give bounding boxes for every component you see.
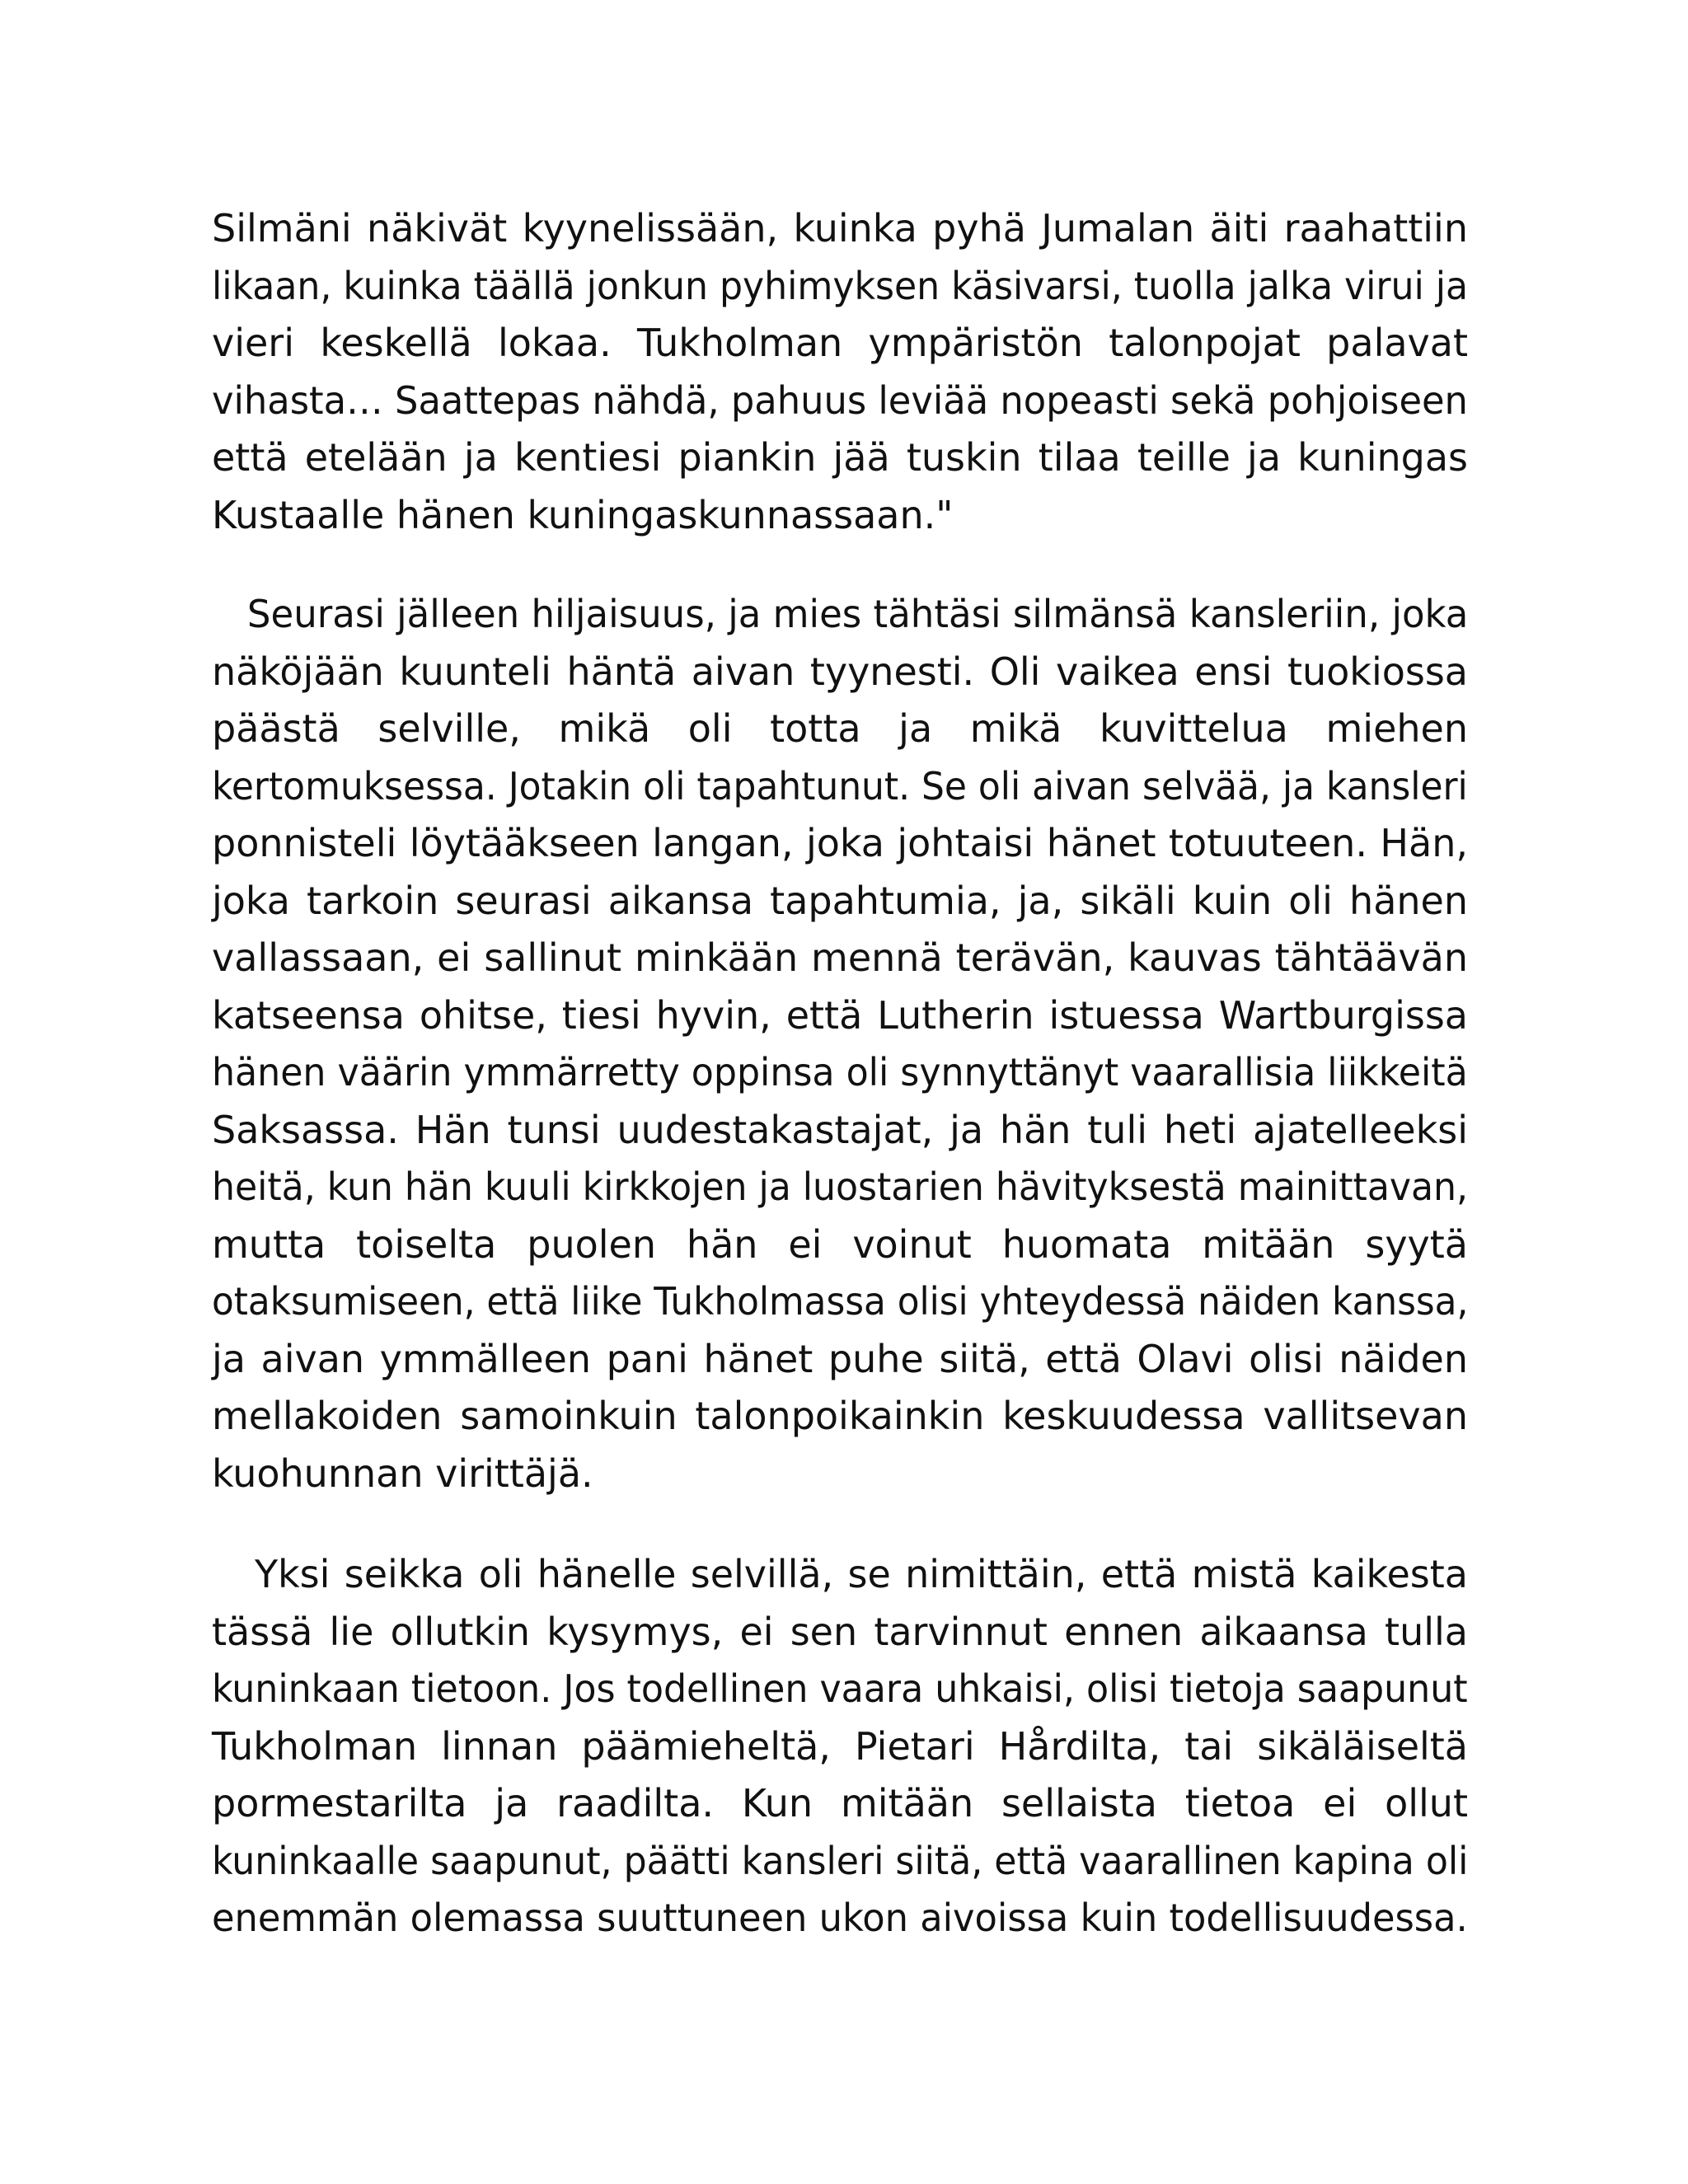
text-line: että etelään ja kentiesi piankin jää tuskin tilaa teille ja kuningas	[212, 435, 1468, 480]
text-line: otaksumiseen, että liike Tukholmassa olisi yhteydessä näiden kanssa,	[212, 1279, 1469, 1324]
text-line: kertomuksessa. Jotakin oli tapahtunut. Se oli aivan selvää, ja kansleri	[212, 763, 1468, 808]
text-line: kuninkaalle saapunut, päätti kansleri siitä, että vaarallinen kapina oli	[212, 1838, 1469, 1883]
text-line: mutta toiselta puolen hän ei voinut huomata mitään syytä	[212, 1221, 1468, 1267]
text-line: vihasta… Saattepas nähdä, pahuus leviää nopeasti sekä pohjoiseen	[212, 377, 1468, 423]
text-line: päästä selville, mikä oli totta ja mikä kuvittelua miehen	[212, 706, 1468, 751]
text-line: mellakoiden samoinkuin talonpoikainkin keskuudessa vallitsevan	[212, 1394, 1468, 1438]
paragraph-3	[212, 1546, 1468, 1947]
text-line: joka tarkoin seurasi aikansa tapahtumia, ja, sikäli kuin oli hänen	[212, 878, 1468, 923]
text-line: Yksi seikka oli hänelle selvillä, se nimittäin, että mistä kaikesta	[212, 1552, 1468, 1596]
text-line: heitä, kun hän kuuli kirkkojen ja luostarien hävityksestä mainittavan,	[212, 1165, 1469, 1209]
paragraph-1	[212, 200, 1468, 544]
text-line: katseensa ohitse, tiesi hyvin, että Lutherin istuessa Wartburgissa	[212, 992, 1468, 1038]
text-line: pormestarilta ja raadilta. Kun mitään sellaista tietoa ei ollut	[212, 1781, 1468, 1825]
text-line: vieri keskellä lokaa. Tukholman ympäristön talonpojat palavat	[212, 321, 1468, 365]
text-line: näköjään kuunteli häntä aivan tyynesti. Oli vaikea ensi tuokiossa	[212, 649, 1468, 694]
paragraph-2	[212, 586, 1468, 1502]
text-line: kuohunnan virittäjä.	[212, 1451, 593, 1496]
text-line: Seurasi jälleen hiljaisuus, ja mies tähtäsi silmänsä kansleriin, joka	[212, 592, 1469, 636]
text-line: Tukholman linnan päämieheltä, Pietari Hårdilta, tai sikäläiseltä	[212, 1723, 1468, 1769]
text-line: tässä lie ollutkin kysymys, ei sen tarvinnut ennen aikaansa tulla	[212, 1609, 1468, 1654]
text-line: likaan, kuinka täällä jonkun pyhimyksen käsivarsi, tuolla jalka virui ja	[212, 263, 1469, 308]
text-line: enemmän olemassa suuttuneen ukon aivoissa kuin todellisuudessa.	[212, 1896, 1468, 1940]
text-line: Saksassa. Hän tunsi uudestakastajat, ja hän tuli heti ajatelleeksi	[212, 1107, 1468, 1152]
text-line: ponnisteli löytääkseen langan, joka johtaisi hänet totuuteen. Hän,	[212, 821, 1468, 865]
text-line: ja aivan ymmälleen pani hänet puhe siitä, että Olavi olisi näiden	[212, 1336, 1468, 1381]
text-line: vallassaan, ei sallinut minkään mennä terävän, kauvas tähtäävän	[212, 935, 1468, 980]
text-line: Silmäni näkivät kyynelissään, kuinka pyhä Jumalan äiti raahattiin	[212, 206, 1468, 251]
text-line: Kustaalle hänen kuningaskunnassaan."	[212, 492, 954, 537]
text-line: hänen väärin ymmärretty oppinsa oli synnyttänyt vaarallisia liikkeitä	[212, 1050, 1468, 1094]
text-line: kuninkaan tietoon. Jos todellinen vaara uhkaisi, olisi tietoja saapunut	[212, 1666, 1468, 1711]
